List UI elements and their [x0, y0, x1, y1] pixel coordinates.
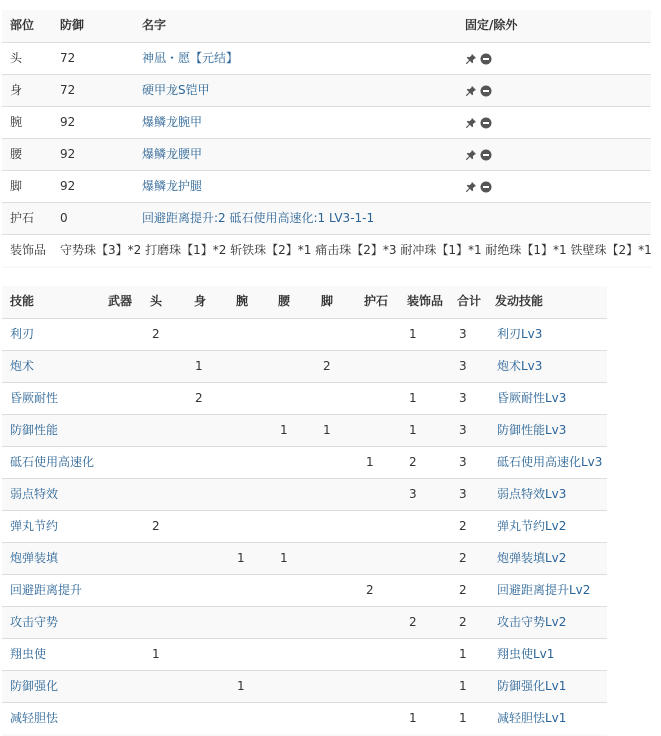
equipment-name-link[interactable]: 硬甲龙S铠甲	[142, 83, 210, 97]
active-skill-link[interactable]: 防御性能Lv3	[497, 423, 567, 437]
equipment-row	[2, 170, 651, 202]
skill-total-value: 1	[459, 647, 467, 661]
equipment-defense: 72	[60, 51, 76, 65]
skill-name-link[interactable]: 昏厥耐性	[10, 391, 59, 405]
equipment-row	[2, 106, 651, 138]
skill-row	[2, 318, 607, 350]
active-skill-link[interactable]: 昏厥耐性Lv3	[497, 391, 567, 405]
equipment-name-link[interactable]: 神凪・愿【元结】	[142, 51, 239, 65]
active-skill-link[interactable]: 弹丸节约Lv2	[497, 519, 567, 533]
skill-row	[2, 382, 607, 414]
skill-row	[2, 670, 607, 702]
decorations-list: 守势珠【3】*2 打磨珠【1】*2 斩铁珠【2】*1 痛击珠【2】*3 耐冲珠【1】*1 耐绝珠【1】*1 铁壁珠【2】*1	[60, 243, 652, 257]
equipment-defense: 72	[60, 83, 76, 97]
skill-deco-value: 1	[409, 711, 417, 725]
skill-total-value: 3	[459, 487, 467, 501]
col-part-header: 部位	[10, 18, 35, 32]
col-name-header: 名字	[142, 18, 167, 32]
col-total-header: 合计	[457, 294, 482, 308]
skill-head-value: 2	[152, 327, 160, 341]
equipment-row	[2, 42, 651, 74]
active-skill-link[interactable]: 减轻胆怯Lv1	[497, 711, 567, 725]
skill-total-value: 1	[459, 679, 467, 693]
skill-deco-value: 3	[409, 487, 417, 501]
skill-row	[2, 350, 607, 382]
skill-name-link[interactable]: 利刃	[10, 327, 35, 341]
active-skill-link[interactable]: 炮弹装填Lv2	[497, 551, 567, 565]
skill-row	[2, 606, 607, 638]
skill-row	[2, 414, 607, 446]
skills-table	[2, 286, 607, 736]
skill-total-value: 2	[459, 519, 467, 533]
col-head-header: 头	[150, 294, 163, 308]
equipment-row	[2, 138, 651, 170]
skill-total-value: 2	[459, 551, 467, 565]
equipment-header-row	[2, 10, 651, 41]
skill-row	[2, 446, 607, 478]
skill-name-link[interactable]: 减轻胆怯	[10, 711, 59, 725]
col-leg-header: 脚	[321, 294, 334, 308]
active-skill-link[interactable]: 攻击守势Lv2	[497, 615, 567, 629]
skill-arm-value: 1	[237, 679, 245, 693]
skill-row	[2, 574, 607, 606]
minus-circle-icon[interactable]	[480, 85, 492, 97]
col-defense-header: 防御	[60, 18, 85, 32]
active-skill-link[interactable]: 翔虫使Lv1	[497, 647, 555, 661]
pin-icon[interactable]	[465, 117, 477, 129]
equipment-name-link[interactable]: 爆鳞龙腰甲	[142, 147, 203, 161]
active-skill-link[interactable]: 利刃Lv3	[497, 327, 543, 341]
equipment-table	[2, 10, 651, 268]
active-skill-link[interactable]: 弱点特效Lv3	[497, 487, 567, 501]
skill-name-link[interactable]: 翔虫使	[10, 647, 47, 661]
equipment-part: 身	[10, 83, 23, 97]
talisman-row	[2, 202, 651, 234]
skill-body-value: 1	[195, 359, 203, 373]
col-arm-header: 腕	[236, 294, 249, 308]
skill-name-link[interactable]: 炮弹装填	[10, 551, 59, 565]
skill-head-value: 1	[152, 647, 160, 661]
skill-deco-value: 2	[409, 455, 417, 469]
col-active-header: 发动技能	[495, 294, 544, 308]
skill-total-value: 3	[459, 327, 467, 341]
skill-total-value: 2	[459, 583, 467, 597]
equipment-defense: 92	[60, 115, 76, 129]
col-deco-header: 装饰品	[407, 294, 444, 308]
skill-row	[2, 638, 607, 670]
skill-arm-value: 1	[237, 551, 245, 565]
minus-circle-icon[interactable]	[480, 181, 492, 193]
skill-row	[2, 478, 607, 510]
talisman-label: 护石	[10, 211, 35, 225]
talisman-defense: 0	[60, 211, 68, 225]
col-body-header: 身	[194, 294, 207, 308]
equipment-name-link[interactable]: 爆鳞龙腕甲	[142, 115, 203, 129]
skill-row	[2, 702, 607, 734]
skill-total-value: 3	[459, 423, 467, 437]
skill-name-link[interactable]: 回避距离提升	[10, 583, 83, 597]
col-weapon-header: 武器	[108, 294, 133, 308]
skills-header-row	[2, 286, 607, 317]
skill-total-value: 3	[459, 391, 467, 405]
skill-total-value: 3	[459, 359, 467, 373]
skill-row	[2, 510, 607, 542]
pin-icon[interactable]	[465, 181, 477, 193]
skill-deco-value: 1	[409, 327, 417, 341]
skill-leg-value: 1	[323, 423, 331, 437]
skill-body-value: 2	[195, 391, 203, 405]
equipment-row	[2, 74, 651, 106]
skill-name-link[interactable]: 砥石使用高速化	[10, 455, 95, 469]
skill-waist-value: 1	[280, 551, 288, 565]
equipment-name-link[interactable]: 爆鳞龙护腿	[142, 179, 203, 193]
skill-total-value: 2	[459, 615, 467, 629]
skill-name-link[interactable]: 弱点特效	[10, 487, 59, 501]
skill-leg-value: 2	[323, 359, 331, 373]
pin-icon[interactable]	[465, 149, 477, 161]
minus-circle-icon[interactable]	[480, 53, 492, 65]
equipment-part: 脚	[10, 179, 23, 193]
decorations-row	[2, 234, 651, 266]
skill-name-link[interactable]: 炮术	[10, 359, 35, 373]
equipment-defense: 92	[60, 179, 76, 193]
skill-talisman-value: 1	[366, 455, 374, 469]
skill-name-link[interactable]: 防御性能	[10, 423, 59, 437]
skill-head-value: 2	[152, 519, 160, 533]
skill-name-link[interactable]: 防御强化	[10, 679, 59, 693]
skill-name-link[interactable]: 弹丸节约	[10, 519, 59, 533]
decorations-label: 装饰品	[10, 243, 47, 257]
col-skill-header: 技能	[10, 294, 35, 308]
skill-total-value: 1	[459, 711, 467, 725]
active-skill-link[interactable]: 防御强化Lv1	[497, 679, 567, 693]
pin-icon[interactable]	[465, 53, 477, 65]
skill-talisman-value: 2	[366, 583, 374, 597]
active-skill-link[interactable]: 回避距离提升Lv2	[497, 583, 591, 597]
skill-row	[2, 542, 607, 574]
pin-icon[interactable]	[465, 85, 477, 97]
col-talisman-header: 护石	[364, 294, 389, 308]
equipment-defense: 92	[60, 147, 76, 161]
equipment-part: 腰	[10, 147, 23, 161]
skill-name-link[interactable]: 攻击守势	[10, 615, 59, 629]
skill-deco-value: 2	[409, 615, 417, 629]
active-skill-link[interactable]: 砥石使用高速化Lv3	[497, 455, 603, 469]
equipment-part: 头	[10, 51, 23, 65]
minus-circle-icon[interactable]	[480, 117, 492, 129]
col-fixed-header: 固定/除外	[465, 18, 518, 32]
active-skill-link[interactable]: 炮术Lv3	[497, 359, 543, 373]
skill-total-value: 3	[459, 455, 467, 469]
talisman-link[interactable]: 回避距离提升:2 砥石使用高速化:1 LV3-1-1	[142, 211, 375, 225]
minus-circle-icon[interactable]	[480, 149, 492, 161]
col-waist-header: 腰	[278, 294, 291, 308]
skill-deco-value: 1	[409, 423, 417, 437]
equipment-part: 腕	[10, 115, 23, 129]
skill-waist-value: 1	[280, 423, 288, 437]
skill-deco-value: 1	[409, 391, 417, 405]
